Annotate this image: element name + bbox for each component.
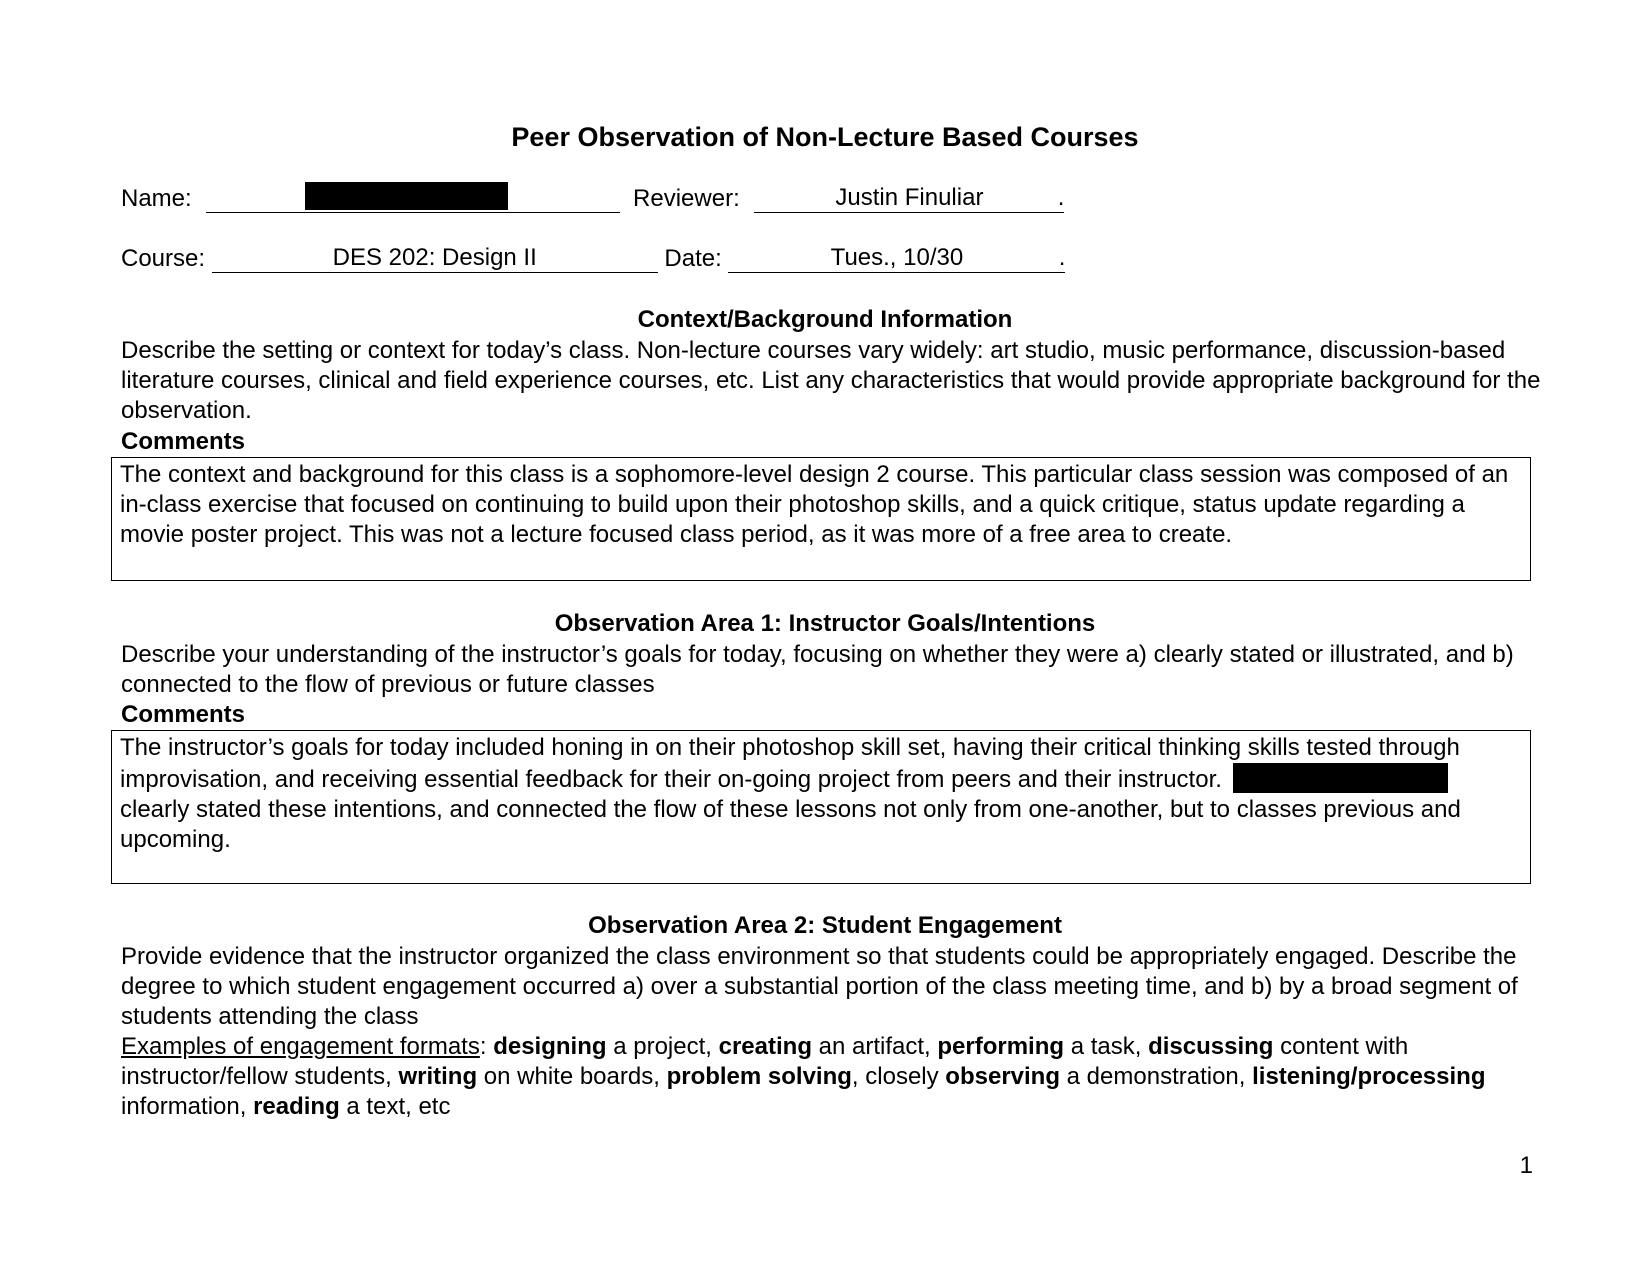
example-text: a demonstration, xyxy=(1060,1063,1253,1090)
reviewer-trail: . xyxy=(1057,184,1065,211)
example-designing: designing xyxy=(493,1033,607,1060)
date-label: Date: xyxy=(664,245,722,272)
example-text: on white boards, xyxy=(477,1063,667,1090)
course-field xyxy=(212,244,658,273)
course-value: DES 202: Design II xyxy=(332,244,537,271)
example-reading: reading xyxy=(253,1093,340,1120)
area2-description: Provide evidence that the instructor organized the class environment so that students could be appropriately engaged. Describe the degree to which student engagement occurred a) over a substantial portion of the class meeting time, and b) by a broad segment of students attending the class xyxy=(121,943,1518,1030)
examples-label: Examples of engagement formats xyxy=(121,1033,480,1060)
example-observing: observing xyxy=(945,1063,1060,1090)
context-comments-label: Comments xyxy=(121,428,246,455)
area1-comment-box xyxy=(111,730,1531,884)
area1-heading: Observation Area 1: Instructor Goals/Intentions xyxy=(554,610,1096,637)
date-field xyxy=(728,244,1065,273)
example-discussing: discussing xyxy=(1148,1033,1274,1060)
name-label: Name: xyxy=(121,185,192,212)
example-writing: writing xyxy=(398,1063,478,1090)
reviewer-value: Justin Finuliar xyxy=(835,184,984,211)
reviewer-label: Reviewer: xyxy=(633,185,740,212)
area1-comment-text-1: The instructor’s goals for today included honing in on their photoshop skill set, having their critical thinking skills tested through improvisation, and receiving essential feedback for their on-going project from peers and their instructor. xyxy=(120,734,1460,793)
area1-comments-label: Comments xyxy=(121,701,246,728)
course-date-row xyxy=(121,244,1065,273)
example-text: information, xyxy=(121,1093,254,1120)
example-text: a task, xyxy=(1064,1033,1149,1060)
area2-heading: Observation Area 2: Student Engagement xyxy=(588,912,1062,939)
name-field xyxy=(206,184,620,213)
area1-description: Describe your understanding of the instructor’s goals for today, focusing on whether they were a) clearly stated or illustrated, and b) connected to the flow of previous or future classes xyxy=(121,641,1514,698)
page-number: 1 xyxy=(1519,1152,1533,1179)
example-problem-solving: problem solving xyxy=(666,1063,852,1090)
course-label: Course: xyxy=(121,245,206,272)
name-reviewer-row xyxy=(121,184,1064,213)
example-listening-processing: listening/processing xyxy=(1252,1063,1486,1090)
instructor-name-redaction xyxy=(1233,763,1448,793)
example-text: a text, etc xyxy=(339,1093,451,1120)
context-comment-text: The context and background for this class is a sophomore-level design 2 course. This particular class session was composed of an in-class exercise that focused on continuing to build upon their photoshop skills, and a quick critique, status update regarding a movie poster project. This was not a lecture focused class period, as it was more of a free area to create. xyxy=(120,461,1509,548)
example-text: , closely xyxy=(851,1063,946,1090)
example-creating: creating xyxy=(718,1033,812,1060)
example-text: content with instructor/fellow students, xyxy=(121,1033,1409,1090)
name-redaction xyxy=(305,182,508,210)
context-comment-box xyxy=(111,457,1531,581)
date-value: Tues., 10/30 xyxy=(830,244,964,271)
engagement-examples: Examples of engagement formats: designing a project, creating an artifact, performing a task, discussing content with instructor/fellow students, writing on white boards, problem solving, closely observing a demonstration, listening/processing information, reading a text, etc xyxy=(121,1033,1486,1120)
example-performing: performing xyxy=(937,1033,1065,1060)
example-text: an artifact, xyxy=(811,1033,938,1060)
context-heading: Context/Background Information xyxy=(637,306,1013,333)
example-text: a project, xyxy=(606,1033,719,1060)
date-trail: . xyxy=(1058,244,1066,271)
page-title: Peer Observation of Non-Lecture Based Courses xyxy=(511,122,1139,152)
reviewer-field xyxy=(754,184,1064,213)
context-description: Describe the setting or context for today’s class. Non-lecture courses vary widely: art studio, music performance, discussion-based literature courses, clinical and field experience courses, etc. List any characteristics that would provide appropriate background for the observation. xyxy=(121,337,1541,424)
area1-comment-text-2: clearly stated these intentions, and connected the flow of these lessons not only from one-another, but to classes previous and upcoming. xyxy=(120,796,1461,853)
